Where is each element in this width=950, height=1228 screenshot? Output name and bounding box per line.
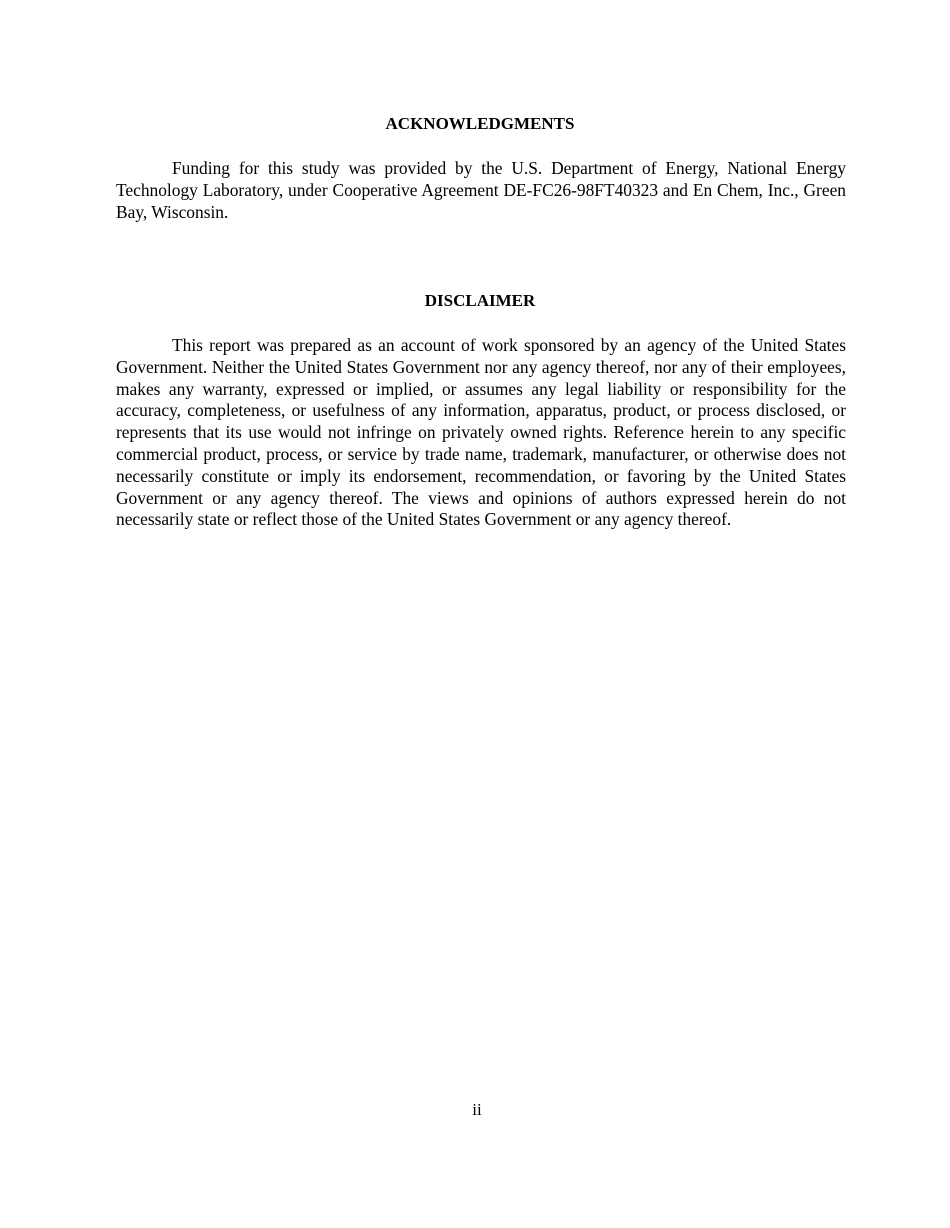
- disclaimer-heading: DISCLAIMER: [424, 291, 536, 310]
- acknowledgments-paragraph: Funding for this study was provided by the U.S. Department of Energy, National Energy Technology Laboratory, under Cooperative Agreement DE-FC26-98FT40323 and En Chem, Inc., Green Bay, Wisconsin.: [116, 158, 846, 222]
- page-number: ii: [472, 1100, 482, 1119]
- disclaimer-paragraph: This report was prepared as an account of work sponsored by an agency of the United States Government. Neither the United States Government nor any agency thereof, nor any of their employees, makes any warranty, expressed or implied, or assumes any legal liability or responsibility for the accuracy, completeness, or usefulness of any information, apparatus, product, or process disclosed, or represents that its use would not infringe on privately owned rights. Reference herein to any specific commercial product, process, or service by trade name, trademark, manufacturer, or otherwise does not necessarily constitute or imply its endorsement, recommendation, or favoring by the United States Government or any agency thereof. The views and opinions of authors expressed herein do not necessarily state or reflect those of the United States Government or any agency thereof.: [116, 335, 846, 530]
- acknowledgments-heading: ACKNOWLEDGMENTS: [385, 114, 575, 133]
